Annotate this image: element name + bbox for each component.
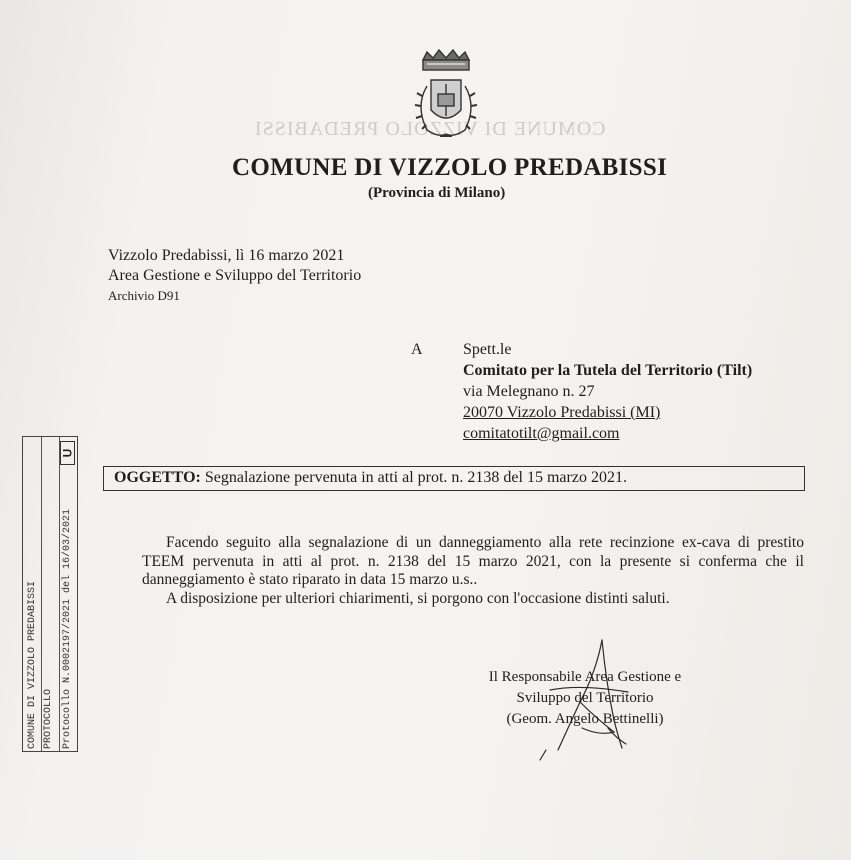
signatory-area: Sviluppo del Territorio [516,690,654,706]
department: Area Gestione e Sviluppo del Territorio [108,267,362,284]
recipient-city: 20070 Vizzolo Predabissi (MI) [463,404,661,421]
protocol-entity: COMUNE DI VIZZOLO PREDABISSI [27,580,38,749]
recipient-street: via Melegnano n. 27 [463,383,595,400]
signature-block [460,667,710,730]
protocol-number: Protocollo N.0002197/2021 del 16/03/2021 [62,508,73,749]
protocol-label: PROTOCOLLO [43,688,54,749]
show-through-title: COMUNE DI VIZZOLO PREDABISSI [254,118,606,140]
subject-text: Segnalazione pervenuta in atti al prot. n. 2138 del 15 marzo 2021. [204,469,627,486]
protocol-direction: U [60,441,75,465]
place-date: Vizzolo Predabissi, lì 16 marzo 2021 [108,247,345,264]
subject-label: OGGETTO: [114,469,201,486]
municipality-title: COMUNE DI VIZZOLO PREDABISSI [232,154,668,181]
signatory-name: (Geom. Angelo Bettinelli) [506,711,664,727]
municipal-crest-icon [405,46,487,146]
recipient-name: Comitato per la Tutela del Territorio (Tilt) [463,362,753,379]
recipient-salutation: Spett.le [463,341,512,358]
recipient-prefix: A [411,341,423,358]
signatory-role: Il Responsabile Area Gestione e [488,669,682,685]
archive-ref: Archivio D91 [108,288,180,303]
body-paragraph: Facendo seguito alla segnalazione di un danneggiamento alla rete recinzione ex-cava di prestito TEEM pervenuta in atti al prot. n. 2138 del 15 marzo 2021, con la presente si conferma che il danneggiamento è stato riparato in data 15 marzo u.s.. [142,534,804,588]
letter-body [142,534,804,608]
sender-block [108,246,361,306]
recipient-block [463,339,752,444]
subject-box [103,466,805,491]
province-subtitle: (Provincia di Milano) [368,185,506,201]
recipient-email-link[interactable]: comitatotilt@gmail.com [463,425,620,442]
body-paragraph: A disposizione per ulteriori chiarimenti, si porgono con l'occasione distinti saluti. [166,589,670,607]
protocol-stamp [22,436,78,752]
